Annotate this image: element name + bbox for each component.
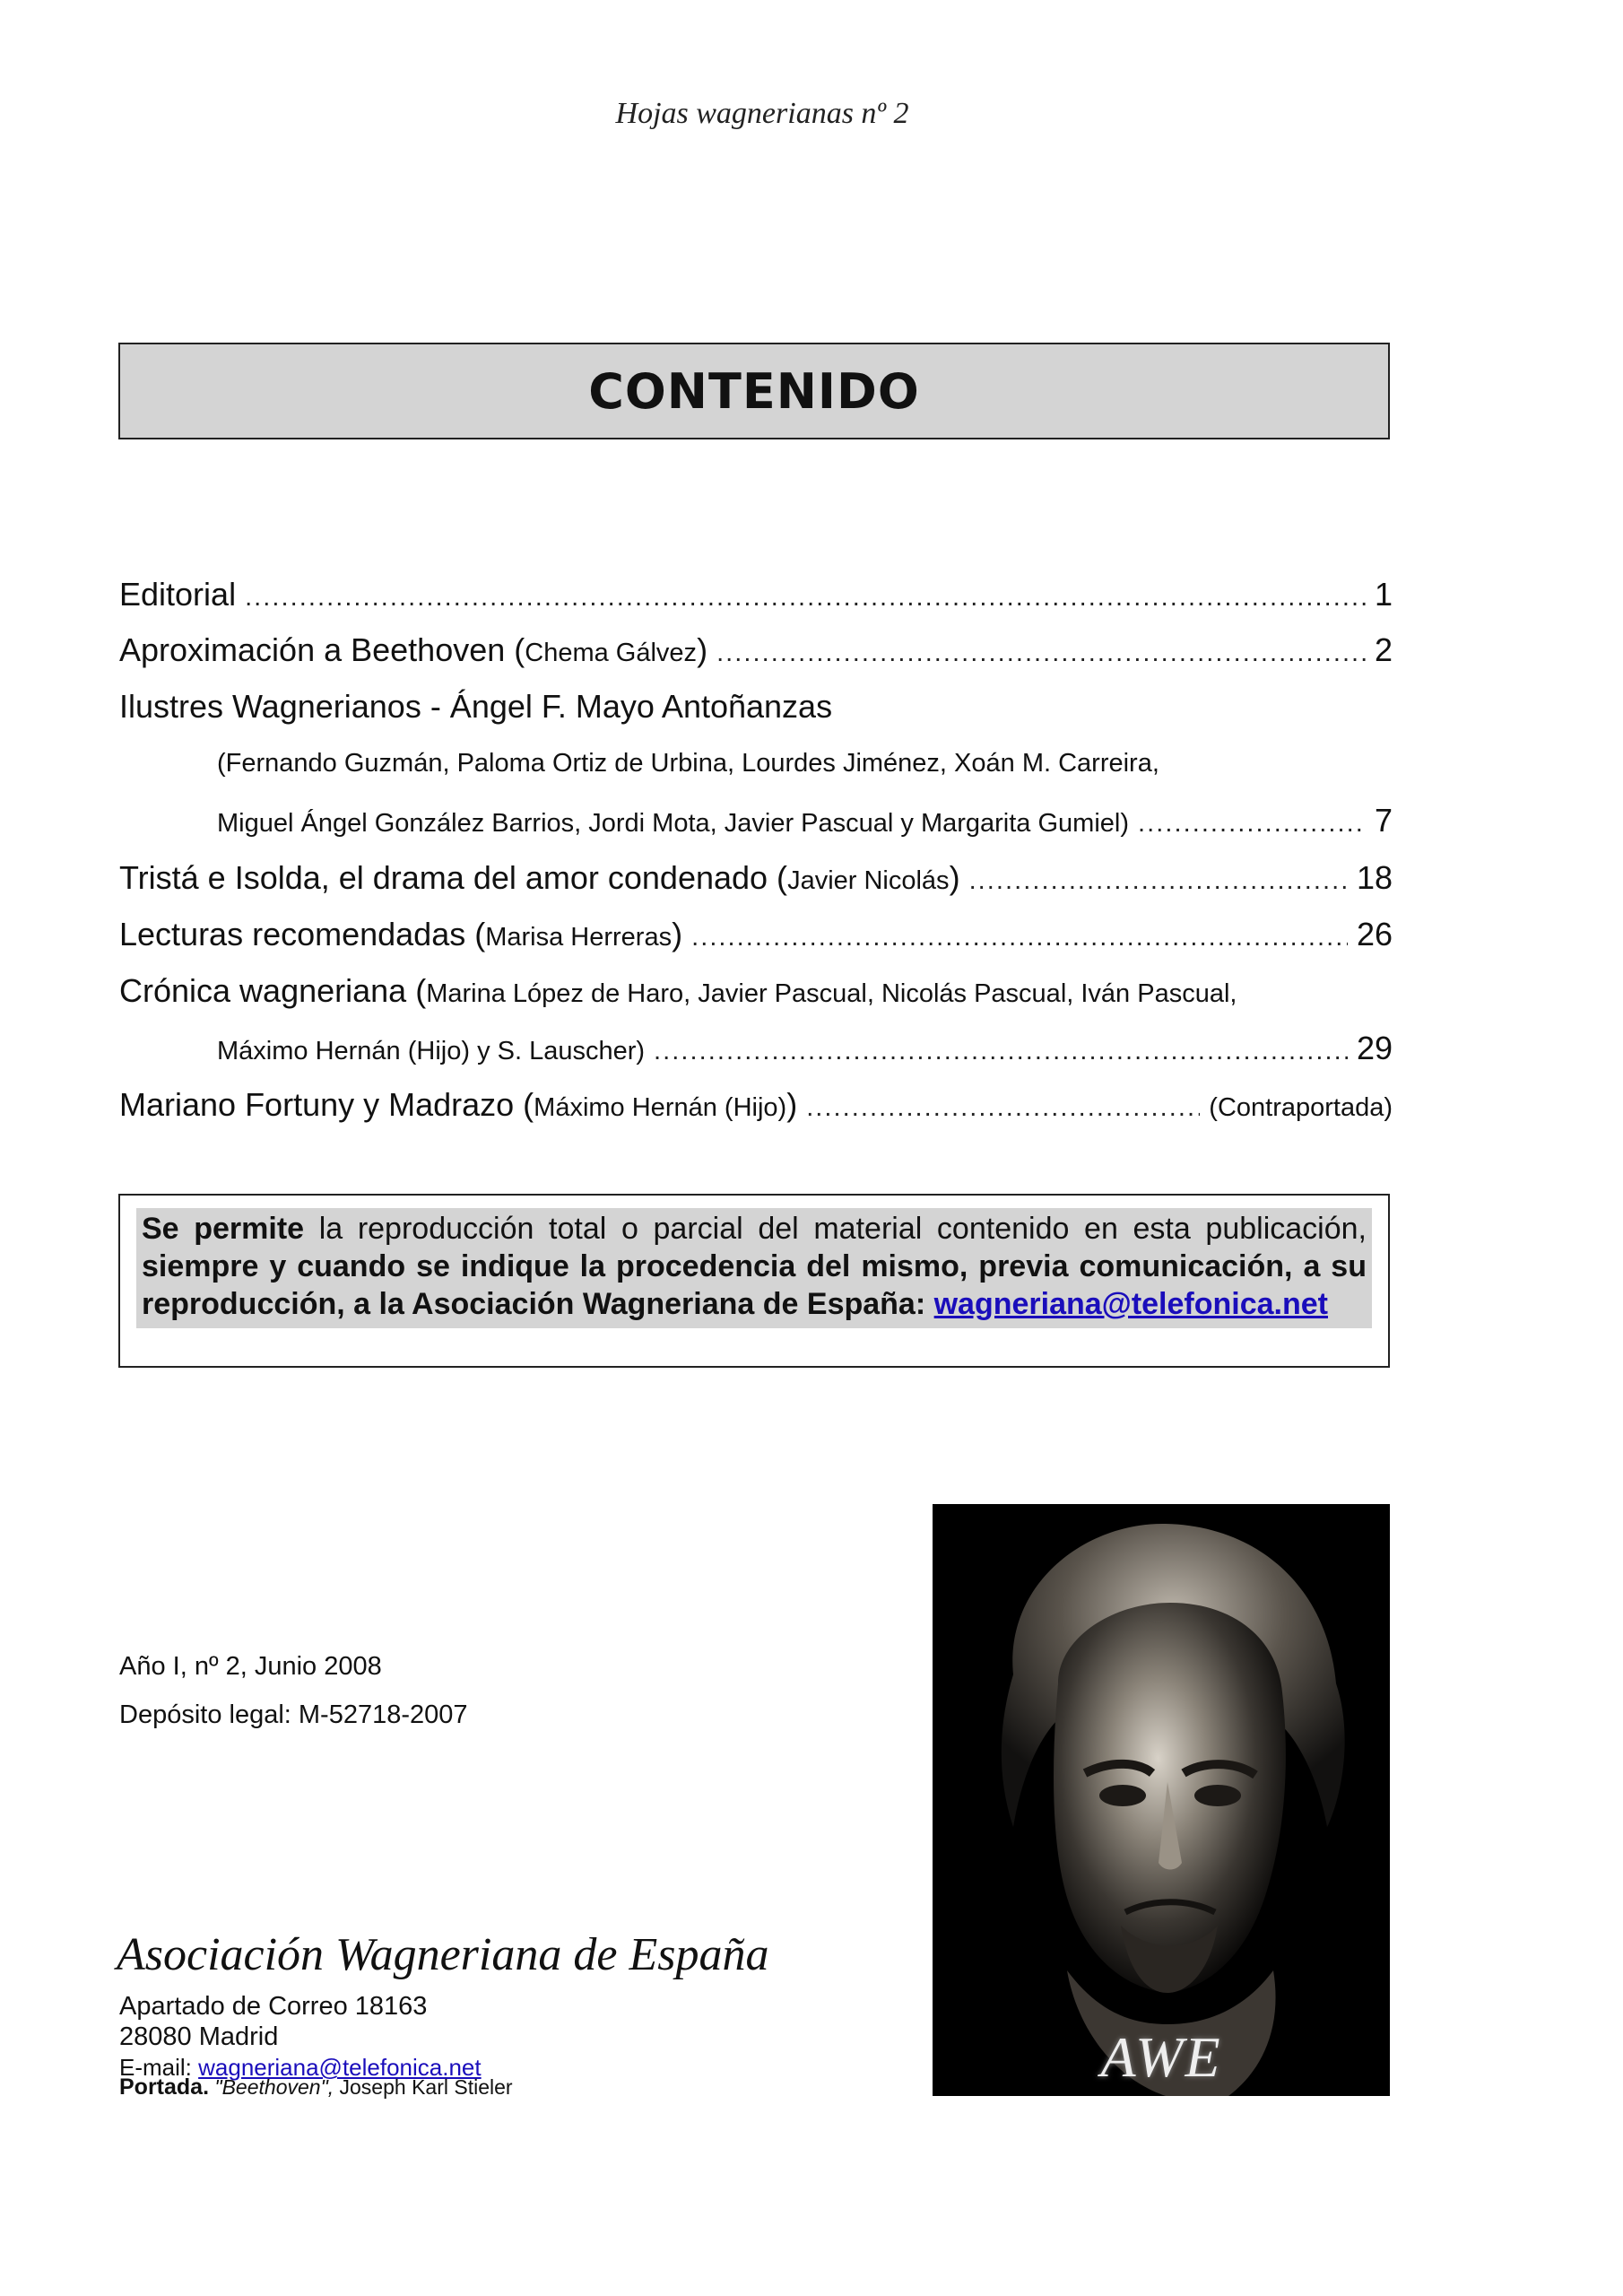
toc-authors: Javier Nicolás [787,866,950,895]
toc-leader-dots [716,632,1366,674]
toc-leader-dots [969,860,1348,901]
issue-info: Año I, nº 2, Junio 2008 [119,1652,382,1681]
toc-authors-line: (Fernando Guzmán, Paloma Ortiz de Urbina, Lourdes Jiménez, Xoán M. Carreira, [217,749,1159,778]
toc-entry-beethoven[interactable] [119,630,1393,674]
toc-entry-cronica[interactable] [119,970,1393,1014]
toc-entry-fortuny[interactable] [119,1084,1393,1128]
toc-page: 7 [1374,802,1393,839]
toc-title: Tristá e Isolda, el drama del amor condenado ( [119,859,788,896]
awe-caption: AWE [1100,2025,1222,2089]
toc-authors: Marisa Herreras [485,923,673,952]
toc-title: Ilustres Wagnerianos - Ángel F. Mayo Antoñanzas [119,688,833,725]
toc-title: Lecturas recomendadas ( [119,916,486,952]
toc-page: 2 [1374,631,1393,668]
toc-title: Crónica wagneriana ( [119,972,427,1009]
toc-authors: Chema Gálvez [525,639,698,667]
contents-title: CONTENIDO [588,362,920,420]
email-label: E-mail: [119,2054,199,2081]
toc-leader-dots [245,577,1366,618]
toc-leader-dots [1138,803,1366,844]
credit-label: Portada. [119,2074,210,2100]
address-line-2: 28080 Madrid [119,2022,279,2051]
toc-page: (Contraportada) [1209,1093,1393,1122]
contents-heading-box [118,343,1390,439]
toc-page: 29 [1356,1030,1393,1066]
legal-deposit: Depósito legal: M-52718-2007 [119,1700,468,1729]
toc-close: ) [786,1086,798,1123]
toc-close: ) [697,631,708,668]
toc-entry-lecturas[interactable] [119,914,1393,958]
toc-title: Mariano Fortuny y Madrazo ( [119,1086,534,1123]
toc-entry-trista[interactable] [119,857,1393,901]
toc-entry-cronica-authors-2[interactable] [217,1028,1393,1072]
toc-leader-dots [654,1031,1348,1072]
bust-illustration-icon [933,1504,1390,2096]
toc-close: ) [949,859,960,896]
toc-authors: Máximo Hernán (Hijo) [534,1093,787,1122]
toc-entry-ilustres[interactable] [119,686,1393,727]
toc-leader-dots [691,917,1348,958]
toc-page: 1 [1374,576,1393,613]
address-line-1: Apartado de Correo 18163 [119,1992,428,2021]
toc-entry-ilustres-authors-1 [217,743,1393,784]
running-header: Hojas wagnerianas nº 2 [615,97,909,130]
association-name: Asociación Wagneriana de España [117,1929,769,1980]
toc-entry-ilustres-authors-2[interactable] [217,800,1393,844]
toc-page: 18 [1356,859,1393,896]
notice-bold-start: Se permite [142,1212,305,1246]
reproduction-notice-text [136,1208,1372,1328]
toc-authors-line: Miguel Ángel González Barrios, Jordi Mota, Javier Pascual y Margarita Gumiel) [217,809,1130,838]
credit-artist: Joseph Karl Stieler [334,2075,513,2099]
toc-authors-line: Máximo Hernán (Hijo) y S. Lauscher) [217,1037,646,1065]
reproduction-notice-box [118,1194,1390,1368]
cover-credit [119,2074,513,2100]
notice-text: la reproducción total o parcial del material contenido en esta publicación, [304,1212,1367,1246]
toc-title: Editorial [119,576,237,613]
toc-leader-dots [806,1087,1200,1128]
toc-close: ) [672,916,683,952]
toc-page: 26 [1356,916,1393,952]
association-email-link[interactable]: wagneriana@telefonica.net [198,2054,482,2081]
credit-work: "Beethoven", [214,2075,334,2099]
toc-entry-editorial[interactable] [119,574,1393,618]
toc-authors: Marina López de Haro, Javier Pascual, Nicolás Pascual, Iván Pascual, [426,979,1237,1008]
notice-email-link[interactable]: wagneriana@telefonica.net [933,1287,1328,1321]
notice-bold-rest: siempre y cuando se indique la procedencia del mismo, previa comunicación, a su reproducción, a la Asociación Wagneriana de España: [142,1249,1367,1321]
toc-title: Aproximación a Beethoven ( [119,631,525,668]
bust-sculpture-photo [933,1504,1390,2096]
